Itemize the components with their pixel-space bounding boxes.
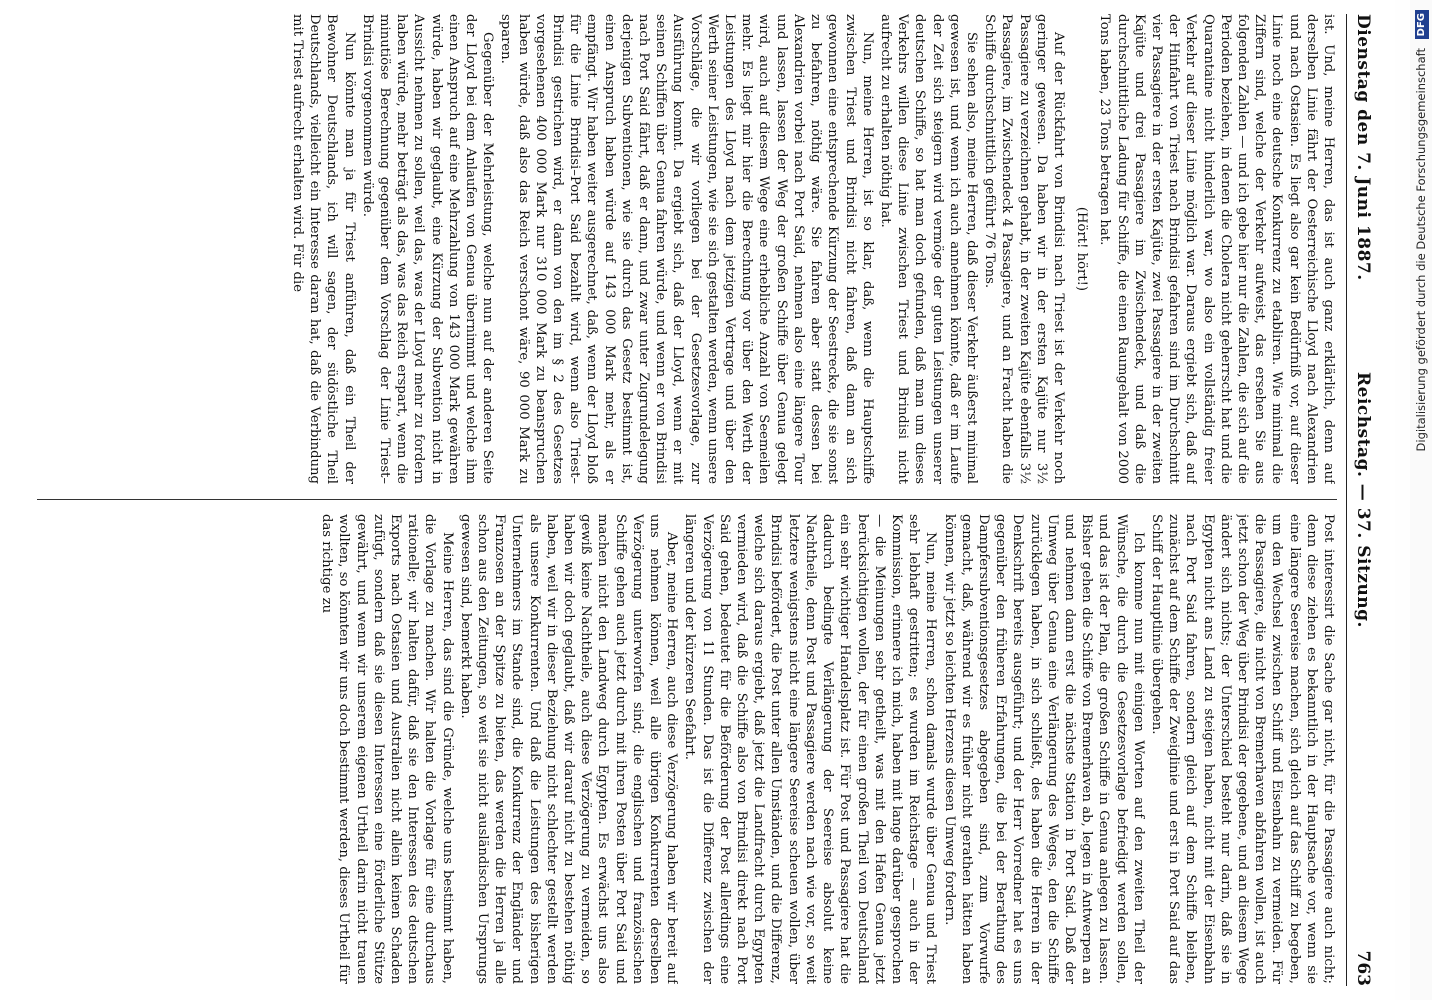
footer-credit — [1410, 0, 1432, 1000]
dfg-logo-icon: DFG — [1415, 10, 1429, 39]
column-divider — [37, 499, 1337, 500]
paragraph: Nun, meine Herren, schon damals wurde über Genua und Triest sehr lebhaft gestritten; es wurden im Reichstage — auch in der Kommission, erinnere ich mich, haben mit lange darüber gesprochen — die Meinungen sehr getheilt, was mit den Hafen Genua jetzt berücksichtigen wollen, der für einen großen Theil von Deutschland ein sehr wichtiger Handelsplatz ist. Für Post und Passagiere hat die dadurch bedingte Verlängerung der Seereise absolut keine Nachtheile, denn Post und Passagiere werden nach wie vor, so weit letztere wenigstens nicht eine längere Seereise scheuen wollen, über Brindisi befördert, die Post unter allen Umständen, und die Differenz, welche sich daraus ergiebt, daß jetzt die Landfracht durch Egypten vermieden wird, daß die Schiffe also von Brindisi direkt nach Port Said gehen, bedeutet für die Beförderung der Post allerdings eine Verzögerung von 11 Stunden. Das ist die Differenz zwischen der längeren und der kürzeren Seefahrt. — [682, 514, 939, 984]
paragraph: Aber, meine Herren, auch diese Verzögerung haben wir bereit auf uns nehmen können, weil alle übrigen Konkurrenten derselben Verzögerung unterworfen sind; die englischen und französischen Schiffe gehen auch jetzt durch mit ihren Posten über Port Said und machen nicht den Landweg durch Egypten. Es erwächst uns also gewiß keine Nachtheile, auch diese Verzögerung zu vermeiden, so haben wir doch geglaubt, daß wir darauf nicht zu bestehen nöthig haben, weil wir in dieser Beziehung nicht schlechter gestellt werden als unsere Konkurrenten. Und daß die Leistungen des bisherigen Unternehmers im Stande sind, die Konkurrenz der Engländer und Franzosen an der Spitze zu bieten, das werden die Herren ja alle schon aus den Zeitungen, so weit sie nicht ausländischen Ursprungs gewesen sind, bemerkt haben. — [457, 514, 680, 984]
paragraph: Meine Herren, das sind die Gründe, welche uns bestimmt haben, die Vorlage zu machen. Wir halten die Vorlage für eine durchaus rationelle; wir halten dafür, daß sie den Interessen des deutschen Exports nach Ostasien und Australien nicht allein keinen Schaden zufügt, sondern daß sie diesen Interessen eine förderliche Stütze gewährt, und wenn wir unserem eigenen Urtheil darin nicht trauen wollten, so könnten wir uns doch bestimmt werden, dieses Urtheil für das richtige zu — [319, 514, 455, 984]
running-header — [1347, 14, 1377, 986]
paragraph: Auf der Rückfahrt von Brindisi nach Triest ist der Verkehr noch geringer gewesen. Da haben wir in der ersten Kajüte nur 3½ Passagiere zu verzeichnen gehabt, in der zweiten Kajüte ebenfalls 3½ Passagiere, im Zwischendeck 4 Passagiere, und an Fracht haben die Schiffe durchschnittlich geführt 76 Tons. — [982, 14, 1066, 484]
paragraph: Ich komme nun mit einigen Worten auf den zweiten Theil der Wünsche, die durch die Gesetzesvorlage befriedigt werden sollen, und das ist der Plan, die großen Schiffe in Genua anlegen zu lassen. Bisher gehen die Schiffe von Bremerhaven ab, legen in Antwerpen an und nehmen dann erst die nächste Station in Port Said. Daß der Umweg über Genua eine Verlängerung des Weges, den die Schiffe zurücklegen haben, in sich schließt, des haben die Herren in der Denkschrift bereits ausgeführt; und der Herr Vorredner hat es uns gegenüber den früheren Erfahrungen, die bei der Berathung des Dampfersubventionsgesetzes abgegeben sind, zum Vorwurfe gemacht, daß, während wir es früher nicht gerathen hätten haben können, wir jetzt so leichten Herzens diesen Umweg fordern. — [941, 514, 1146, 984]
right-column — [27, 514, 1337, 984]
header-rule — [1346, 14, 1347, 986]
paragraph: Sie sehen also, meine Herren, daß dieser Verkehr äußerst minimal gewesen ist, und wenn ich auch annehmen könnte, daß er im Laufe der Zeit sich steigern wird vermöge der guten Leistungen unserer deutschen Schiffe, so hat man doch gefunden, daß man um dieses Verkehrs willen diese Linie zwischen Triest und Brindisi nicht aufrecht zu erhalten nöthig hat. — [877, 14, 979, 484]
paragraph: Post interessirt die Sache gar nicht, für die Passagiere auch nicht; denn diese ziehen es bekanntlich in der Hauptsache vor, wenn sie eine längere Seereise machen, sich gleich auf das Schiff zu begeben, um den Wechsel zwischen Schiff und Eisenbahn zu vermeiden. Für die Passagiere, die nicht von Bremerhaven abfahren wollen, ist auch jetzt schon der Weg über Brindisi der gegebene, und an diesem Wege ändert sich nichts; der Unterschied besteht nur darin, daß sie in Egypten nicht ans Land zu steigen haben, nicht mit der Eisenbahn nach Port Said fahren, sondern gleich auf dem Schiffe bleiben, zunächst auf dem Schiffe der Zweiglinie und erst in Port Said auf das Schiff der Hauptlinie übergehen. — [1148, 514, 1336, 984]
footer-text: Digitalisierung gefördert durch die Deutsche Forschungsgemeinschaft — [1414, 48, 1428, 452]
page-number: 763 — [1353, 950, 1373, 986]
header-date: Dienstag den 7. Juni 1887. — [1353, 14, 1373, 281]
left-column — [27, 14, 1337, 484]
digitization-footer — [1410, 0, 1432, 1000]
paragraph: ist. Und, meine Herren, das ist auch ganz erklärlich, denn auf derselben Linie fährt der Oesterreichische Lloyd nach Alexandrien und nach Ostasien. Es liegt also gar kein Bedürfniß vor, auf dieser Linie noch eine deutsche Konkurrenz zu etabliren. Wie minimal die Ziffern sind, welche der Verkehr aufweist, das ersehen Sie aus folgenden Zahlen — und ich gebe hier nur die Zahlen, die sich auf die Perioden beziehen, in denen die Cholera nicht geherrscht hat und die Quarantaine nicht hinderlich war, wo also ein vollständig freier Verkehr auf dieser Linie möglich war. Daraus ergiebt sich, daß auf der Hinfahrt von Triest nach Brindisi gefahren sind im Durchschnitt vier Passagiere in der ersten Kajüte, zwei Passagiere in der zweiten Kajüte und drei Passagiere im Zwischendeck, und daß die durchschnittliche Ladung für Schiffe, die einen Raumgehalt von 2000 Tons haben, 23 Tons betragen hat. — [1097, 14, 1336, 484]
paragraph: Nun, meine Herren, ist so klar, daß, wenn die Hauptschiffe zwischen Triest und Brindisi nicht fahren, daß dann an sich gewonnen eine entsprechende Kürzung der Seestrecke, die sie sonst zu befahren, nöthig wäre. Sie fahren aber statt dessen bei Alexandrien vorbei nach Port Said, nehmen also eine längere Tour und lassen, lassen der Weg der großen Schiffe über Genua gelegt wird, auch auf diesem Wege eine erhebliche Anzahl von Seemeilen mehr. Es liegt mir hier die Berechnung vor über den Werth der Leistungen des Lloyd nach dem jetzigen Vertrage und über den Werth seiner Leistungen, wie sie sich gestalten werden, wenn unsere Vorschläge, die wir vorliegen bei der Gesetzesvorlage, zur Ausführung kommt. Da ergiebt sich, daß der Lloyd, wenn er mit seinen Schiffen über Genua fahren würde, und wenn er von Brindisi nach Port Said fährt, daß er dann, und zwar unter Zugrundelegung derjenigen Subventionen, wie sie durch das Gesetz bestimmt ist, einen Anspruch haben würde auf 143 000 Mark mehr, als er empfängt. Wir haben weiter ausgerechnet, daß, wenn der Lloyd bloß für die Linie Brindisi–Port Said bezahlt wird, wenn also Triest–Brindisi gestrichen wird, er dann von den im § 2 des Gesetzes vorgesehenen 400 000 Mark nur 310 000 Mark zu beanspruchen haben würde, daß also das Reich verschont wäre, 90 000 Mark zu sparen. — [498, 14, 875, 484]
paragraph: Nun könnte man ja für Triest anführen, daß ein Theil der Bewohner Deutschlands, ich will sagen, der südöstliche Theil Deutschlands, vielleicht ein Interesse daran hat, daß die Verbindung mit Triest aufrecht erhalten wird. Für die — [290, 14, 357, 484]
header-title: Reichstag. — 37. Sitzung. — [1353, 372, 1373, 628]
page-content — [17, 14, 1377, 986]
paragraph: Gegenüber der Mehrleistung, welche nun auf der anderen Seite der Lloyd bei dem Anlaufen von Genua übernimmt und welche ihm einen Anspruch auf eine Mehrzahlung von 143 000 Mark gewähren würde, haben wir geglaubt, eine Kürzung der Subvention nicht in Aussicht nehmen zu sollen, weil das, was der Lloyd mehr zu fordern haben würde, mehr beträgt als das, was das Reich erspart, wenn die minutiöse Berechnung gegenüber dem Vorschlag der Linie Triest–Brindisi vorgenommen würde. — [359, 14, 496, 484]
interjection: (Hört! hört!) — [1074, 206, 1090, 292]
